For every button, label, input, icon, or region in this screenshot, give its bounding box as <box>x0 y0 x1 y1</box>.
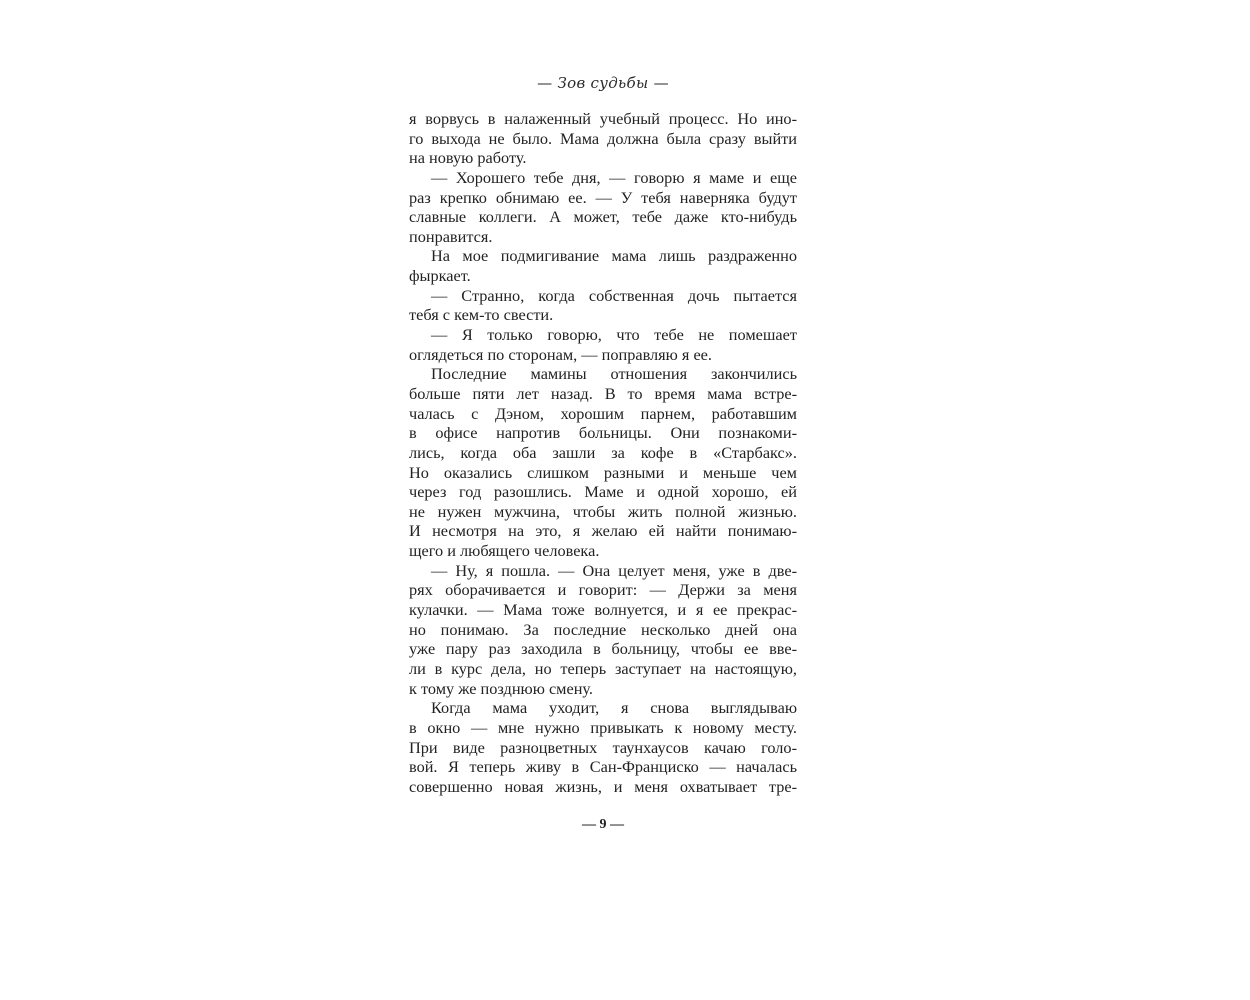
running-head: — Зов судьбы — <box>537 74 669 92</box>
text-line: но понимаю. За последние несколько дней она <box>409 619 797 639</box>
text-line: фыркает. <box>409 266 471 286</box>
text-line: При виде разноцветных таунхаусов качаю голо- <box>409 737 797 757</box>
text-line: кулачки. — Мама тоже волнуется, и я ее прекрас- <box>409 600 797 620</box>
text-line: И несмотря на это, я желаю ей найти понимаю- <box>409 521 797 541</box>
text-line: — Ну, я пошла. — Она целует меня, уже в две- <box>431 560 797 580</box>
text-line: совершенно новая жизнь, и меня охватывает тре- <box>409 776 797 796</box>
text-line: го выхода не было. Мама должна была сразу выйти <box>409 128 797 148</box>
text-line: через год разошлись. Маме и одной хорошо, ей <box>409 482 797 502</box>
text-line: вой. Я теперь живу в Сан-Франциско — началась <box>409 757 797 777</box>
text-line: оглядеться по сторонам, — поправляю я ее. <box>409 344 712 364</box>
text-line: — Я только говорю, что тебе не помешает <box>431 325 797 345</box>
text-line: раз крепко обнимаю ее. — У тебя наверняка будут <box>409 187 797 207</box>
text-line: щего и любящего человека. <box>409 541 600 561</box>
text-line: Когда мама уходит, я снова выглядываю <box>431 698 797 718</box>
text-line: славные коллеги. А может, тебе даже кто-нибудь <box>409 207 797 227</box>
text-line: — Странно, когда собственная дочь пытается <box>431 285 797 305</box>
text-line: лись, когда оба зашли за кофе в «Старбакс». <box>409 442 797 462</box>
text-line: ли в курс дела, но теперь заступает на настоящую, <box>409 658 797 678</box>
text-line: к тому же позднюю смену. <box>409 678 593 698</box>
text-line: тебя с кем-то свести. <box>409 305 554 325</box>
text-line: больше пяти лет назад. В то время мама встре- <box>409 383 797 403</box>
text-line: в офисе напротив больницы. Они познакоми- <box>409 423 797 443</box>
text-line: рях оборачивается и говорит: — Держи за меня <box>409 580 797 600</box>
text-line: уже пару раз заходила в больницу, чтобы ее вве- <box>409 639 797 659</box>
text-line: На мое подмигивание мама лишь раздраженно <box>431 246 797 266</box>
text-line: я ворвусь в налаженный учебный процесс. Но ино- <box>409 109 797 128</box>
text-line: — Хорошего тебе дня, — говорю я маме и еще <box>431 167 797 187</box>
text-line: не нужен мужчина, чтобы жить полной жизнью. <box>409 501 797 521</box>
text-line: на новую работу. <box>409 148 527 168</box>
text-line: Но оказались слишком разными и меньше чем <box>409 462 797 482</box>
text-line: понравится. <box>409 226 493 246</box>
text-line: в окно — мне нужно привыкать к новому месту. <box>409 717 797 737</box>
body-text <box>409 109 797 796</box>
text-line: Последние мамины отношения закончились <box>431 364 797 384</box>
text-line: чалась с Дэном, хорошим парнем, работавшим <box>409 403 797 423</box>
page-number: — 9 — <box>582 817 624 832</box>
